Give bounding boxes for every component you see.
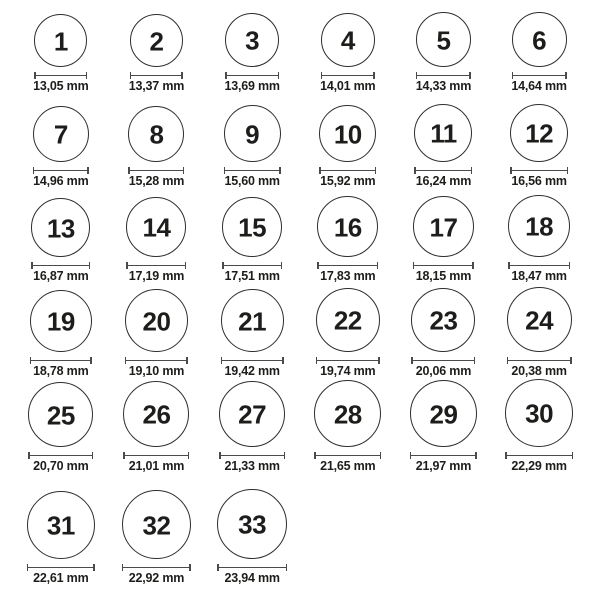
diameter-label: 14,64 mm (511, 79, 567, 93)
measure-line (130, 170, 183, 171)
diameter-measure (33, 167, 89, 174)
ring-size-number: 29 (429, 399, 458, 429)
diameter-label: 13,05 mm (33, 79, 89, 93)
measure-line (416, 170, 471, 171)
diameter-label: 16,87 mm (33, 269, 89, 283)
measure-line (316, 455, 380, 456)
ring-size-item (109, 386, 205, 481)
diameter-measure (222, 262, 282, 269)
ring-circle (27, 491, 95, 559)
measure-endcap-right-icon (86, 72, 88, 79)
ring-size-item (396, 386, 492, 481)
ring-circle (126, 197, 186, 257)
diameter-label: 20,06 mm (415, 364, 472, 378)
ring-size-item (13, 386, 109, 481)
measure-line (414, 265, 472, 266)
ring-size-item (109, 101, 205, 196)
diameter-label: 18,47 mm (511, 269, 567, 283)
ring-size-item (491, 291, 587, 386)
measure-endcap-right-icon (89, 262, 91, 269)
measure-line (227, 75, 278, 76)
diameter-measure (217, 564, 287, 571)
ring-circle (316, 288, 380, 352)
ring-size-item (491, 101, 587, 196)
ring-size-item (396, 196, 492, 291)
diameter-measure (317, 262, 378, 269)
diameter-measure (505, 452, 573, 459)
ring-size-number: 32 (142, 510, 171, 540)
measure-line (125, 455, 188, 456)
diameter-label: 16,24 mm (415, 174, 472, 188)
ring-circle (122, 490, 191, 559)
ring-size-number: 16 (333, 212, 362, 242)
ring-circle (224, 105, 281, 162)
diameter-measure (507, 357, 572, 364)
ring-size-number: 3 (245, 25, 260, 56)
diameter-label: 13,69 mm (224, 79, 280, 93)
diameter-label: 17,51 mm (224, 269, 280, 283)
measure-line (319, 265, 377, 266)
ring-circle (317, 196, 378, 257)
ring-size-item (204, 196, 300, 291)
diameter-measure (316, 357, 380, 364)
measure-endcap-right-icon (475, 452, 477, 459)
diameter-label: 21,33 mm (224, 459, 280, 473)
measure-line (224, 265, 281, 266)
measure-endcap-right-icon (380, 452, 382, 459)
ring-size-number: 6 (532, 25, 547, 55)
measure-endcap-right-icon (188, 452, 190, 459)
ring-circle (28, 382, 93, 447)
ring-size-number: 33 (238, 509, 267, 540)
measure-endcap-right-icon (282, 357, 284, 364)
diameter-label: 18,78 mm (33, 364, 89, 378)
ring-circle (222, 197, 282, 257)
measure-endcap-right-icon (279, 167, 281, 174)
ring-size-item (491, 386, 587, 481)
measure-line (322, 75, 373, 76)
measure-endcap-right-icon (284, 452, 286, 459)
ring-size-item (300, 291, 396, 386)
measure-endcap-right-icon (471, 167, 473, 174)
measure-line (28, 567, 93, 568)
ring-size-item (13, 291, 109, 386)
measure-line (221, 455, 284, 456)
ring-size-number: 13 (46, 213, 75, 243)
ring-circle (128, 106, 184, 162)
diameter-label: 15,28 mm (128, 174, 185, 188)
ring-circle (221, 289, 284, 352)
ring-size-number: 31 (46, 510, 75, 541)
diameter-label: 20,38 mm (511, 364, 567, 378)
ring-size-number: 8 (149, 119, 164, 150)
measure-line (34, 170, 87, 171)
ring-size-number: 7 (53, 119, 68, 150)
measure-endcap-right-icon (93, 564, 95, 571)
diameter-measure (314, 452, 381, 459)
measure-line (33, 265, 89, 266)
measure-endcap-right-icon (474, 357, 476, 364)
ring-circle (507, 287, 572, 352)
ring-size-number: 2 (149, 26, 164, 56)
diameter-label: 23,94 mm (224, 571, 280, 585)
diameter-label: 14,01 mm (320, 79, 376, 93)
measure-line (317, 360, 378, 361)
ring-circle (125, 289, 188, 352)
diameter-measure (123, 452, 189, 459)
ring-size-item (13, 196, 109, 291)
ring-size-number: 10 (333, 119, 362, 149)
ring-size-number: 12 (525, 118, 554, 149)
diameter-measure (34, 72, 87, 79)
measure-endcap-right-icon (183, 167, 185, 174)
ring-size-item (491, 6, 587, 101)
measure-line (508, 360, 570, 361)
measure-endcap-right-icon (92, 452, 94, 459)
ring-size-item (204, 101, 300, 196)
ring-size-item (204, 291, 300, 386)
measure-endcap-right-icon (87, 167, 89, 174)
diameter-measure (410, 452, 477, 459)
diameter-measure (321, 72, 375, 79)
ring-circle (34, 14, 87, 67)
ring-size-number: 23 (429, 305, 458, 336)
measure-line (31, 360, 90, 361)
ring-circle (508, 195, 570, 257)
ring-size-item (13, 481, 109, 593)
diameter-label: 20,70 mm (33, 459, 89, 473)
diameter-label: 17,19 mm (128, 269, 185, 283)
ring-size-number: 14 (142, 212, 171, 243)
ring-size-number: 25 (46, 400, 75, 430)
measure-endcap-right-icon (189, 564, 191, 571)
ring-circle (321, 13, 375, 67)
ring-size-number: 27 (238, 399, 267, 430)
diameter-measure (122, 564, 191, 571)
measure-endcap-right-icon (185, 262, 187, 269)
measure-endcap-right-icon (377, 262, 379, 269)
measure-endcap-right-icon (565, 72, 567, 79)
diameter-measure (31, 262, 90, 269)
measure-endcap-right-icon (570, 357, 572, 364)
ring-size-item (109, 291, 205, 386)
measure-endcap-right-icon (90, 357, 92, 364)
measure-line (219, 567, 286, 568)
ring-circle (414, 104, 472, 162)
measure-line (513, 75, 565, 76)
diameter-label: 14,96 mm (33, 174, 89, 188)
ring-size-item (300, 386, 396, 481)
diameter-measure (27, 564, 95, 571)
ring-circle (225, 13, 279, 67)
diameter-label: 19,10 mm (128, 364, 185, 378)
diameter-label: 15,92 mm (320, 174, 376, 188)
ring-circle (123, 381, 189, 447)
measure-line (126, 360, 186, 361)
measure-line (321, 170, 375, 171)
measure-endcap-right-icon (286, 564, 288, 571)
measure-line (510, 265, 569, 266)
ring-circle (510, 104, 568, 162)
diameter-label: 21,97 mm (415, 459, 472, 473)
diameter-measure (508, 262, 570, 269)
ring-size-number: 11 (430, 118, 457, 149)
ring-circle (416, 12, 471, 67)
diameter-measure (224, 167, 281, 174)
ring-size-number: 18 (525, 211, 554, 242)
diameter-measure (319, 167, 376, 174)
ring-size-number: 21 (238, 306, 267, 336)
measure-line (131, 75, 181, 76)
ring-size-item (396, 291, 492, 386)
measure-endcap-right-icon (375, 167, 377, 174)
measure-endcap-right-icon (567, 167, 569, 174)
measure-endcap-right-icon (186, 357, 188, 364)
diameter-measure (414, 167, 472, 174)
diameter-label: 19,42 mm (224, 364, 280, 378)
ring-circle (33, 106, 89, 162)
ring-size-item (109, 196, 205, 291)
diameter-measure (413, 262, 474, 269)
ring-circle (512, 12, 567, 67)
measure-line (222, 360, 282, 361)
diameter-measure (225, 72, 279, 79)
ring-size-number: 9 (245, 119, 260, 149)
ring-circle (410, 380, 477, 447)
measure-line (507, 455, 572, 456)
ring-size-number: 22 (333, 305, 362, 336)
diameter-label: 18,15 mm (415, 269, 472, 283)
diameter-measure (510, 167, 568, 174)
ring-size-number: 4 (340, 25, 355, 56)
ring-size-number: 28 (333, 399, 362, 429)
ring-size-item (300, 6, 396, 101)
diameter-label: 21,65 mm (320, 459, 376, 473)
ring-circle (505, 379, 573, 447)
diameter-measure (125, 357, 188, 364)
ring-size-item (491, 196, 587, 291)
diameter-label: 13,37 mm (128, 79, 185, 93)
ring-circle (30, 290, 92, 352)
measure-endcap-right-icon (181, 72, 183, 79)
measure-endcap-right-icon (373, 72, 375, 79)
measure-endcap-right-icon (278, 72, 280, 79)
ring-size-item (300, 101, 396, 196)
ring-size-item (13, 101, 109, 196)
ring-circle (411, 288, 475, 352)
measure-endcap-right-icon (472, 262, 474, 269)
measure-line (512, 170, 567, 171)
ring-size-number: 26 (142, 399, 171, 430)
ring-size-number: 30 (525, 398, 554, 429)
measure-endcap-right-icon (281, 262, 283, 269)
ring-circle (219, 381, 285, 447)
ring-size-number: 15 (238, 212, 267, 243)
diameter-label: 21,01 mm (128, 459, 185, 473)
diameter-label: 14,33 mm (415, 79, 472, 93)
measure-endcap-right-icon (469, 72, 471, 79)
ring-size-item (396, 6, 492, 101)
measure-line (225, 170, 279, 171)
ring-size-number: 19 (46, 306, 75, 337)
diameter-label: 22,29 mm (511, 459, 567, 473)
diameter-measure (416, 72, 471, 79)
ring-size-item (204, 481, 300, 593)
ring-size-item (13, 6, 109, 101)
ring-size-item (300, 196, 396, 291)
measure-line (413, 360, 474, 361)
ring-size-item (109, 481, 205, 593)
diameter-label: 22,61 mm (33, 571, 89, 585)
ring-size-number: 1 (53, 26, 68, 56)
ring-size-item (396, 101, 492, 196)
measure-endcap-right-icon (569, 262, 571, 269)
ring-circle (130, 14, 183, 67)
diameter-measure (221, 357, 284, 364)
ring-size-item (204, 386, 300, 481)
measure-line (123, 567, 189, 568)
diameter-label: 15,60 mm (224, 174, 280, 188)
diameter-measure (512, 72, 567, 79)
diameter-label: 17,83 mm (320, 269, 376, 283)
measure-line (30, 455, 92, 456)
ring-circle (31, 198, 90, 257)
diameter-measure (126, 262, 186, 269)
diameter-measure (411, 357, 475, 364)
measure-endcap-right-icon (572, 452, 574, 459)
ring-circle (314, 380, 381, 447)
measure-line (36, 75, 86, 76)
diameter-measure (130, 72, 183, 79)
diameter-measure (28, 452, 93, 459)
ring-size-item (109, 6, 205, 101)
diameter-measure (128, 167, 184, 174)
diameter-label: 19,74 mm (320, 364, 376, 378)
diameter-measure (30, 357, 92, 364)
diameter-label: 16,56 mm (511, 174, 567, 188)
measure-line (128, 265, 185, 266)
ring-circle (319, 105, 376, 162)
diameter-label: 22,92 mm (128, 571, 185, 585)
ring-size-item (204, 6, 300, 101)
diameter-measure (219, 452, 285, 459)
measure-line (411, 455, 475, 456)
ring-size-number: 17 (429, 212, 458, 242)
ring-size-number: 20 (142, 306, 171, 336)
ring-circle (413, 196, 474, 257)
ring-size-number: 24 (525, 305, 554, 335)
ring-size-number: 5 (436, 25, 451, 55)
ring-circle (217, 489, 287, 559)
measure-line (417, 75, 469, 76)
measure-endcap-right-icon (378, 357, 380, 364)
